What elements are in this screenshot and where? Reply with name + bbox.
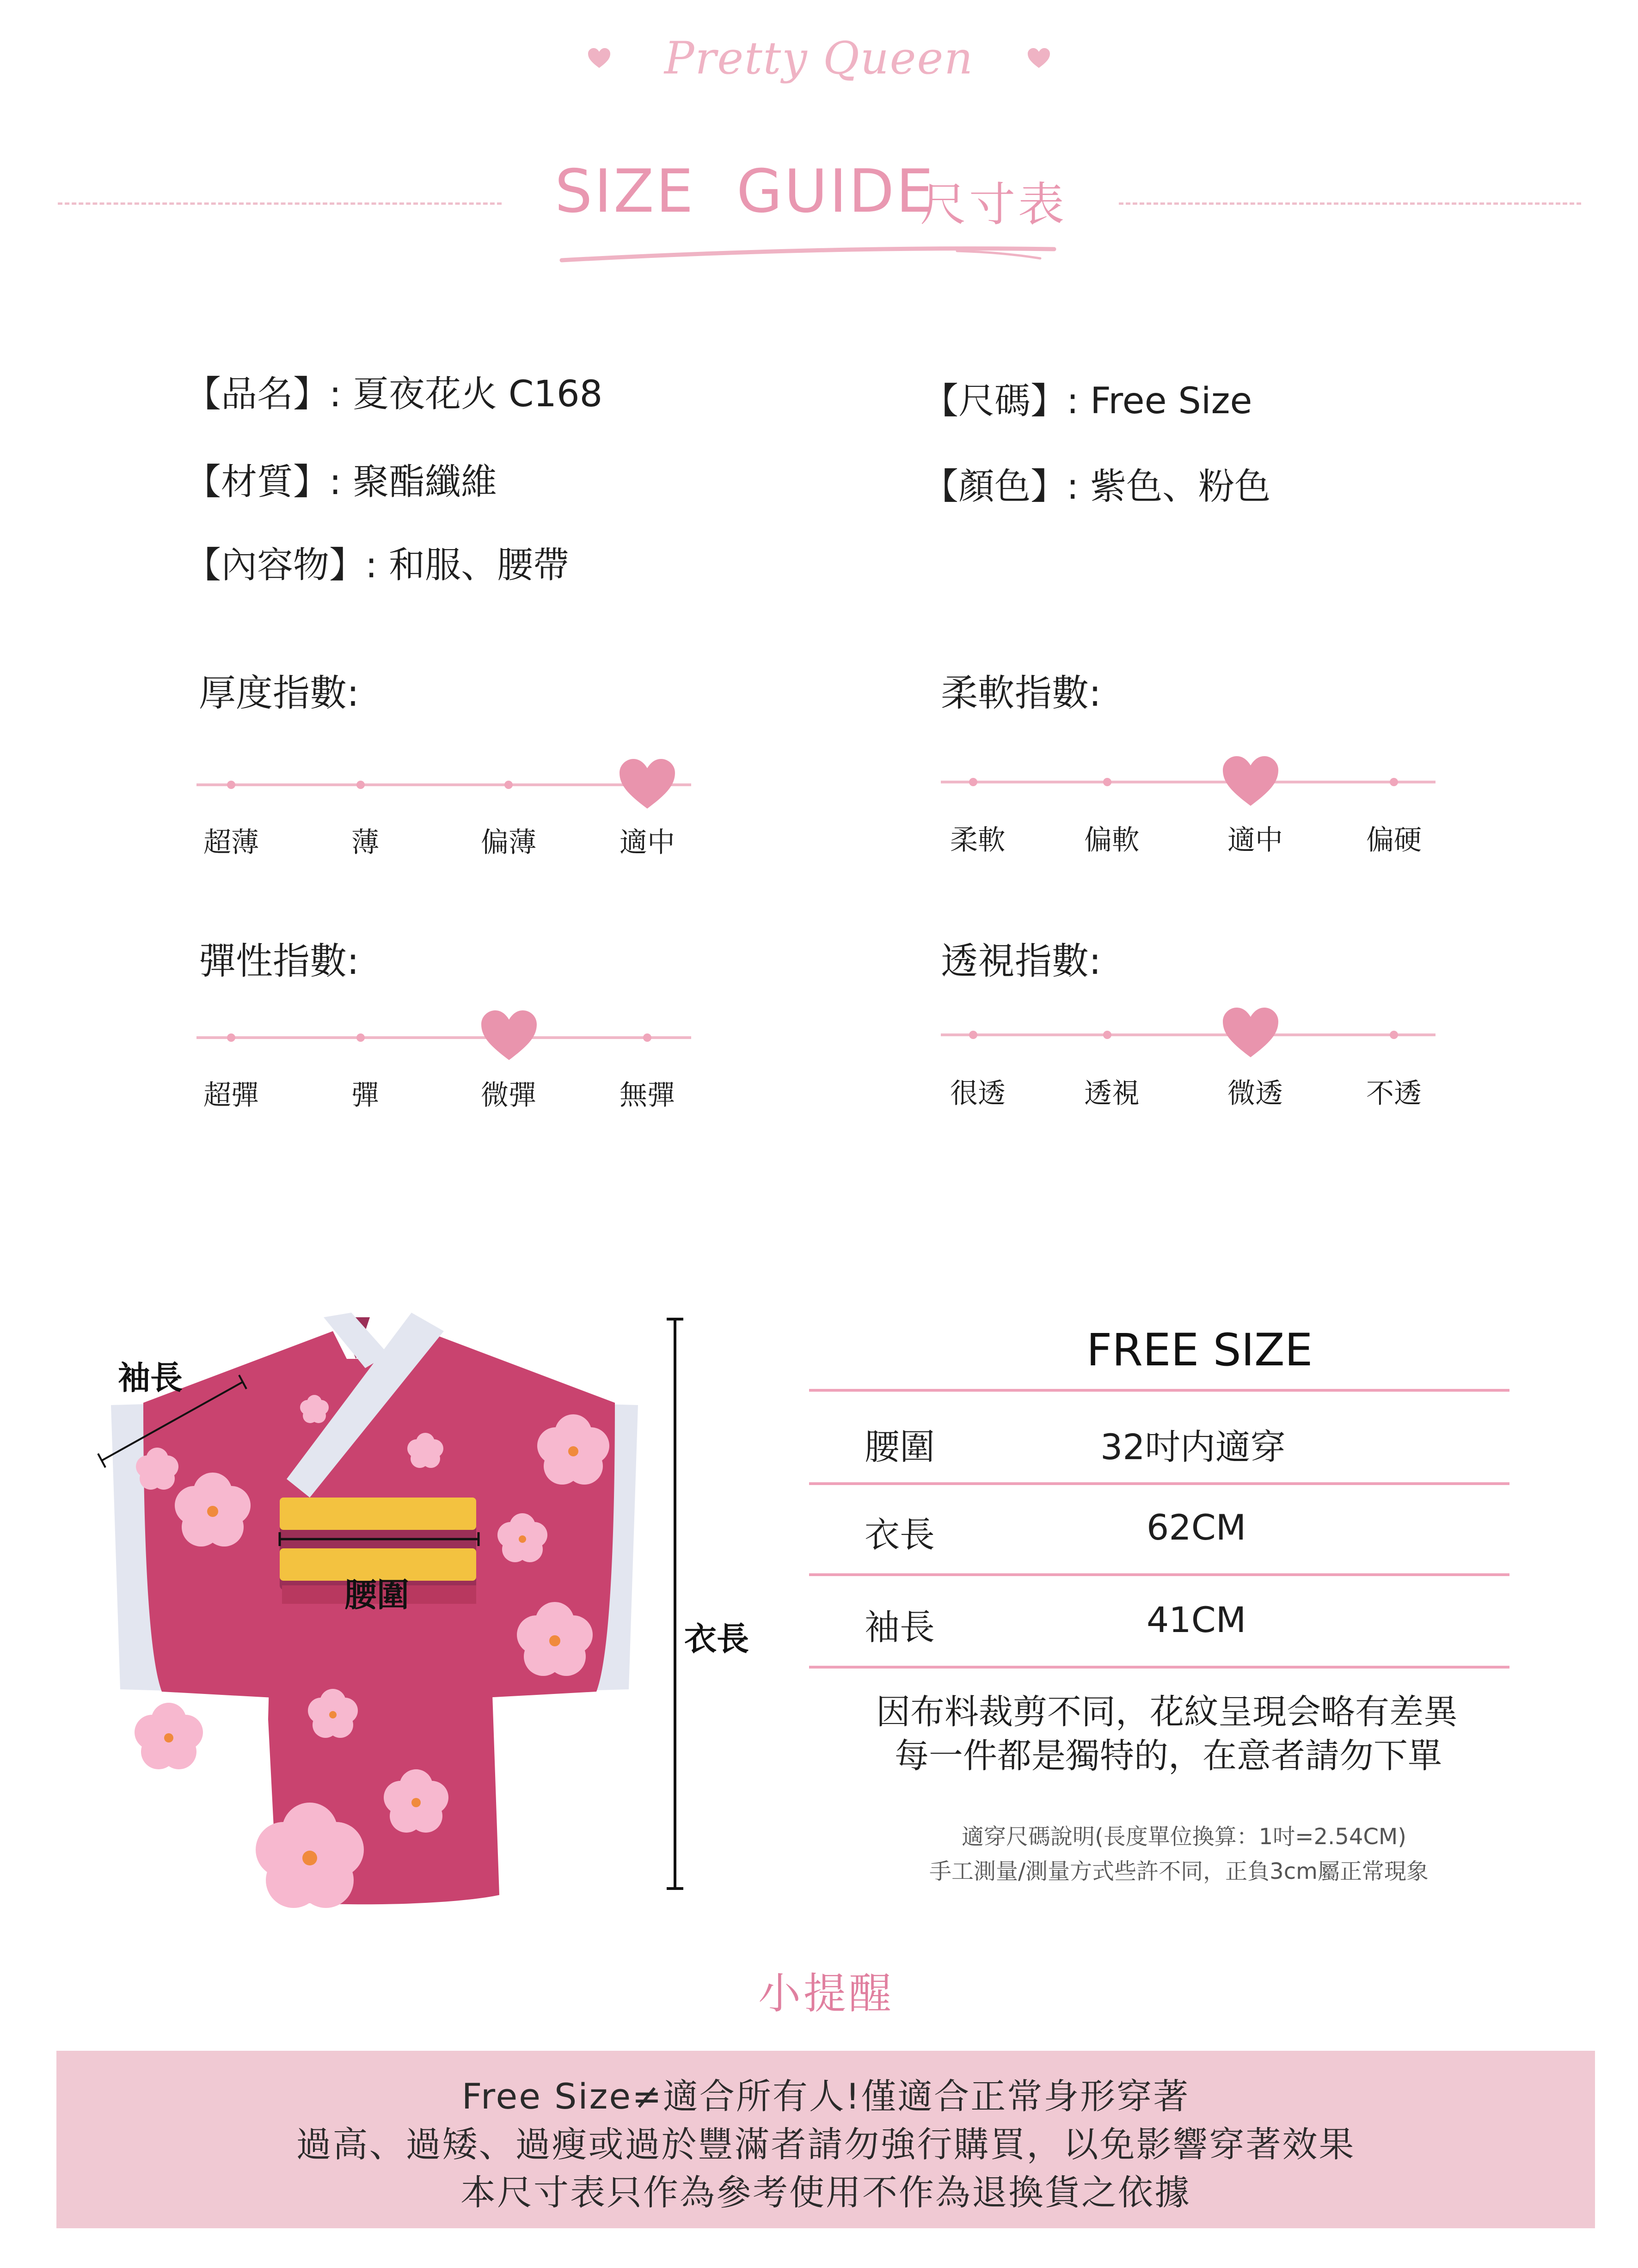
thickness-label: 適中 <box>620 826 675 859</box>
fabric-note-line2: 每一件都是獨特的，在意者請勿下單 <box>895 1736 1442 1776</box>
measurement-note-line2: 手工測量/測量方式些許不同，正負3cm屬正常現象 <box>929 1858 1429 1884</box>
heart-icon <box>587 48 611 69</box>
scale-dot <box>356 1033 365 1042</box>
softness-label: 偏軟 <box>1084 824 1140 856</box>
transparency-label: 很透 <box>950 1077 1006 1110</box>
scale-dot <box>1103 1031 1111 1039</box>
product-size: 【尺碼】: Free Size <box>922 380 1252 422</box>
waist-label: 腰圍 <box>344 1576 409 1614</box>
table-row-label: 袖長 <box>865 1607 935 1648</box>
thickness-index-title: 厚度指數: <box>199 672 359 715</box>
scale-dot <box>356 781 365 789</box>
measurement-note-line1: 適穿尺碼說明(長度單位換算：1吋=2.54CM) <box>962 1824 1407 1850</box>
elasticity-scale-line <box>196 1036 691 1039</box>
table-divider <box>809 1666 1509 1669</box>
title-underline <box>559 243 1059 266</box>
heart-icon <box>1027 48 1051 69</box>
selected-heart-icon <box>1221 1006 1281 1060</box>
sleeve-length-label: 袖長 <box>118 1359 183 1397</box>
transparency-label: 不透 <box>1366 1077 1422 1110</box>
reminder-line: 過高、過矮、過瘦或過於豐滿者請勿強行購買，以免影響穿著效果 <box>296 2124 1356 2165</box>
reminder-line: 本尺寸表只作為參考使用不作為退換貨之依據 <box>460 2172 1191 2213</box>
product-material: 【材質】: 聚酯纖維 <box>185 461 497 503</box>
header-divider-right <box>1119 202 1581 205</box>
scale-dot <box>969 1031 977 1039</box>
elasticity-label: 超彈 <box>203 1079 259 1112</box>
transparency-index-title: 透視指數: <box>941 940 1101 983</box>
product-contents: 【內容物】: 和服、腰帶 <box>185 544 570 586</box>
softness-index-title: 柔軟指數: <box>941 672 1101 715</box>
table-row-value: 62CM <box>1147 1507 1246 1548</box>
transparency-label: 透視 <box>1084 1077 1140 1110</box>
product-color: 【顏色】: 紫色、粉色 <box>922 466 1271 507</box>
elasticity-label: 無彈 <box>620 1079 675 1112</box>
table-row-label: 腰圍 <box>865 1426 935 1467</box>
page-title-zh: 尺寸表 <box>920 177 1067 232</box>
size-table-header: FREE SIZE <box>1086 1324 1313 1376</box>
scale-dot <box>643 1033 651 1042</box>
brand-logo: Pretty Queen <box>664 32 974 84</box>
selected-heart-icon <box>479 1009 539 1063</box>
softness-label: 適中 <box>1227 824 1283 856</box>
reminder-box <box>56 2051 1595 2228</box>
thickness-label: 偏薄 <box>481 826 536 859</box>
scale-dot <box>504 781 513 789</box>
reminder-line: Free Size≠適合所有人!僅適合正常身形穿著 <box>461 2076 1190 2117</box>
scale-dot <box>227 781 235 789</box>
fabric-note-line1: 因布料裁剪不同，花紋呈現会略有差異 <box>876 1692 1458 1732</box>
softness-label: 柔軟 <box>950 824 1006 856</box>
scale-dot <box>227 1033 235 1042</box>
length-label: 衣長 <box>684 1620 749 1658</box>
elasticity-label: 微彈 <box>481 1079 536 1112</box>
table-row-value: 32吋内適穿 <box>1100 1426 1286 1467</box>
transparency-scale-line <box>941 1033 1436 1036</box>
softness-scale-line <box>941 781 1436 783</box>
table-row-label: 衣長 <box>865 1514 935 1555</box>
length-measure-line <box>666 1317 684 1890</box>
thickness-label: 薄 <box>351 826 379 859</box>
reminder-title: 小提醒 <box>758 1969 895 2018</box>
transparency-label: 微透 <box>1227 1077 1283 1110</box>
table-divider <box>809 1482 1509 1485</box>
thickness-label: 超薄 <box>203 826 259 859</box>
table-divider <box>809 1573 1509 1576</box>
softness-label: 偏硬 <box>1366 824 1422 856</box>
brand-header <box>0 32 1638 92</box>
product-name: 【品名】: 夏夜花火 C168 <box>185 373 603 415</box>
elasticity-label: 彈 <box>351 1079 379 1112</box>
scale-dot <box>969 778 977 786</box>
elasticity-index-title: 彈性指數: <box>199 940 359 983</box>
selected-heart-icon <box>1221 754 1281 809</box>
page-title: SIZE GUIDE <box>555 157 935 226</box>
table-divider <box>809 1389 1509 1392</box>
scale-dot <box>1103 778 1111 786</box>
scale-dot <box>1390 778 1398 786</box>
table-row-value: 41CM <box>1147 1599 1246 1640</box>
header-divider-left <box>58 202 502 205</box>
scale-dot <box>1390 1031 1398 1039</box>
selected-heart-icon <box>617 757 677 812</box>
